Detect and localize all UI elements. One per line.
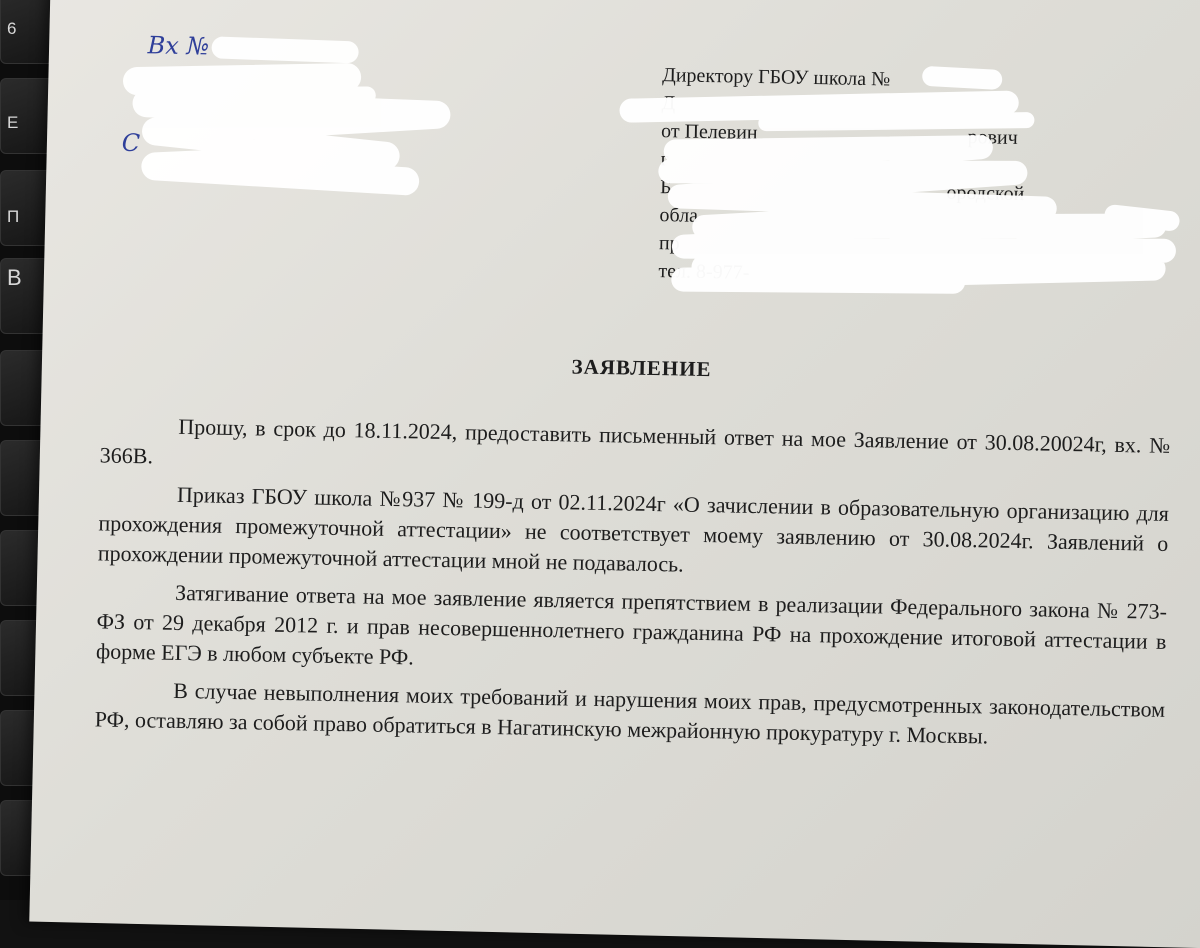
addressee-line: тел. 8-977- — [658, 260, 750, 284]
redaction-mark — [932, 76, 992, 79]
addressee-line: пр — [658, 232, 680, 255]
key-label: П — [7, 207, 20, 226]
addressee-line: обла — [659, 204, 699, 227]
addressee-line: Директору ГБОУ школа № — [661, 64, 891, 91]
addressee-line: Д — [661, 92, 676, 115]
addressee-line-start: Б — [659, 176, 672, 199]
redaction-mark — [177, 92, 367, 101]
paragraph: Прошу, в срок до 18.11.2024, предоставить письменный ответ на мое Заявление от 30.08.20024г, вх. № 366В. — [99, 413, 1171, 469]
key-label: В — [7, 265, 22, 290]
addressee-line-start: от Пелевин — [660, 120, 758, 144]
redaction-mark — [766, 115, 1026, 128]
key-label: 6 — [7, 19, 17, 38]
addressee-line-end: ородской — [946, 181, 1025, 206]
addressee-line-end: рович — [967, 126, 1019, 149]
paragraph: Приказ ГБОУ школа №937 № 199-д от 02.11.2024г «О зачислении в образовательную организацию для прохождения промежуточной аттестации» не соответствует моему заявлению от 30.08.2024г. Заявлений о прохождении промежуточной аттестации мной не подавалось. — [97, 481, 1170, 577]
paragraph: В случае невыполнения моих требований и нарушения моих прав, предусмотренных законодательством РФ, оставляю за собой право обратиться в Нагатинскую межрайонную прокуратуру г. Москвы. — [94, 677, 1166, 749]
page-title: ЗАЯВЛЕНИЕ — [571, 354, 712, 382]
redaction-mark — [223, 48, 348, 52]
document-body — [94, 410, 1170, 762]
handwritten-note-line: С — [121, 128, 141, 158]
key-label: Е — [7, 113, 19, 132]
addressee-line: г — [660, 148, 670, 171]
handwritten-note-line: Вх № — [147, 31, 210, 61]
redaction-mark — [1115, 215, 1170, 221]
paragraph: Затягивание ответа на мое заявление является препятствием в реализации Федерального закона № 273-ФЗ от 29 декабря 2012 г. и прав несовершеннолетнего гражданина РФ на прохождение итоговой аттестации в форме ЕГЭ в любом субъекте РФ. — [95, 579, 1168, 670]
redaction-mark — [668, 141, 1166, 288]
